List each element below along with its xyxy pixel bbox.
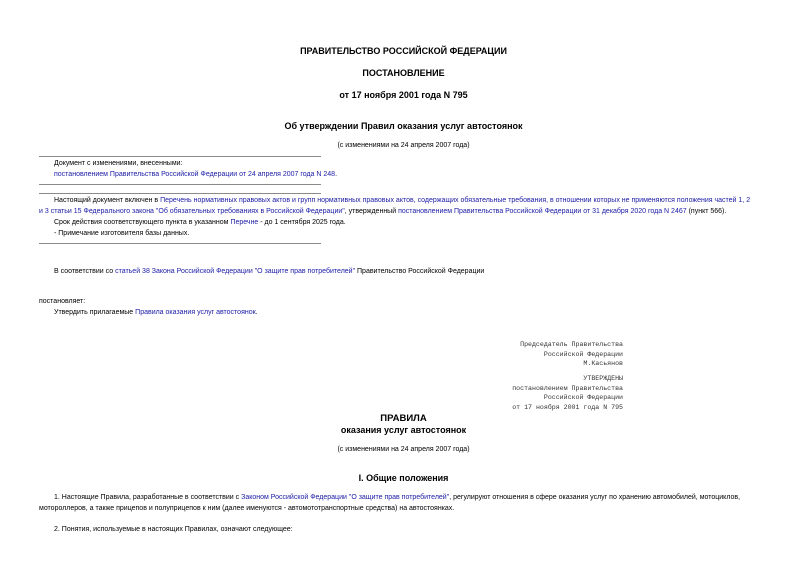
document-title: Об утверждении Правил оказания услуг автостоянок	[284, 121, 523, 131]
notice-line-1: Настоящий документ включен в Перечень нормативных правовых актов и групп нормативных правовых актов, содержащих обязательные требования, в отношении которых не применяются положения частей 1, 2	[54, 197, 751, 204]
notice-line-3: Срок действия соответствующего пункта в указанном Перечне - до 1 сентября 2025 года.	[54, 219, 346, 226]
rules-amendments: (с изменениями на 24 апреля 2007 года)	[337, 446, 470, 453]
federal-law-article-link[interactable]: и 3 статьи 15 Федерального закона "Об обязательных требованиях в Российской Федерации"	[39, 208, 345, 215]
amending-resolution-link[interactable]: постановлением Правительства Российской Федерации от 24 апреля 2007 года N 248	[54, 171, 336, 178]
notice-box-bottom-rule	[39, 243, 321, 244]
signature-block	[520, 340, 623, 369]
rules-subtitle: оказания услуг автостоянок	[340, 425, 467, 435]
resolution-2467-link[interactable]: постановлением Правительства Российской Федерации от 31 декабря 2020 года N 2467	[398, 208, 687, 215]
approved-by: постановлением Правительства	[512, 384, 623, 392]
rules-paragraph-1-line-2: мотороллеров, а также прицепов и полуприцепов к ним (далее именуются - автомототранспортные средства) на автостоянках.	[39, 505, 455, 512]
approved-label: УТВЕРЖДЕНЫ	[583, 375, 623, 382]
document-date-number: от 17 ноября 2001 года N 795	[339, 90, 468, 100]
government-title: ПРАВИТЕЛЬСТВО РОССИЙСКОЙ ФЕДЕРАЦИИ	[300, 46, 507, 56]
notice-box-top-rule	[39, 193, 321, 194]
changes-box-top-rule	[39, 156, 321, 157]
notice-note: - Примечание изготовителя базы данных.	[54, 230, 190, 237]
consumer-law-link[interactable]: Законом Российской Федерации "О защите прав потребителей"	[241, 494, 450, 501]
rules-paragraph-2: 2. Понятия, используемые в настоящих Правилах, означают следующее:	[54, 526, 293, 533]
preamble: В соответствии со статьей 38 Закона Российской Федерации "О защите прав потребителей" Правительство Российской Федерации	[54, 268, 485, 275]
signature-name: М.Касьянов	[583, 360, 623, 367]
resolves-text: постановляет:	[39, 298, 86, 305]
consumer-law-article-38-link[interactable]: статьей 38 Закона Российской Федерации "О защите прав потребителей"	[115, 268, 356, 275]
approved-date: от 17 ноября 2001 года N 795	[512, 403, 623, 411]
rules-paragraph-1-line-1: 1. Настоящие Правила, разработанные в соответствии с Законом Российской Федерации "О защите прав потребителей", регулируют отношения в сфере оказания услуг по хранению автомобилей, мотоциклов,	[54, 494, 741, 501]
changes-box-intro: Документ с изменениями, внесенными:	[54, 160, 183, 167]
approved-block	[512, 374, 623, 412]
approved-country: Российской Федерации	[543, 394, 623, 401]
document-type: ПОСТАНОВЛЕНИЕ	[362, 68, 445, 78]
section-1-heading: I. Общие положения	[358, 473, 449, 483]
signature-position: Председатель Правительства	[520, 341, 623, 348]
rules-title: ПРАВИЛА	[380, 413, 427, 424]
mandatory-requirements-list-link[interactable]: Перечень нормативных правовых актов и групп нормативных правовых актов, содержащих обязательные требования, в отношении которых не применяются положения частей 1, 2	[160, 197, 751, 204]
approve-text: Утвердить прилагаемые Правила оказания услуг автостоянок.	[54, 309, 258, 316]
changes-box-link-line: постановлением Правительства Российской Федерации от 24 апреля 2007 года N 248.	[54, 171, 338, 178]
list-link[interactable]: Перечне	[230, 219, 259, 226]
parking-rules-link[interactable]: Правила оказания услуг автостоянок	[135, 309, 256, 316]
signature-country: Российской Федерации	[543, 350, 623, 358]
document-amendments: (с изменениями на 24 апреля 2007 года)	[337, 142, 470, 149]
changes-box-bottom-rule	[39, 184, 321, 185]
notice-line-2: и 3 статьи 15 Федерального закона "Об обязательных требованиях в Российской Федерации", утвержденный постановлением Правительства Российской Федерации от 31 декабря 2020 года N 2467 (пункт 566).	[39, 208, 727, 215]
